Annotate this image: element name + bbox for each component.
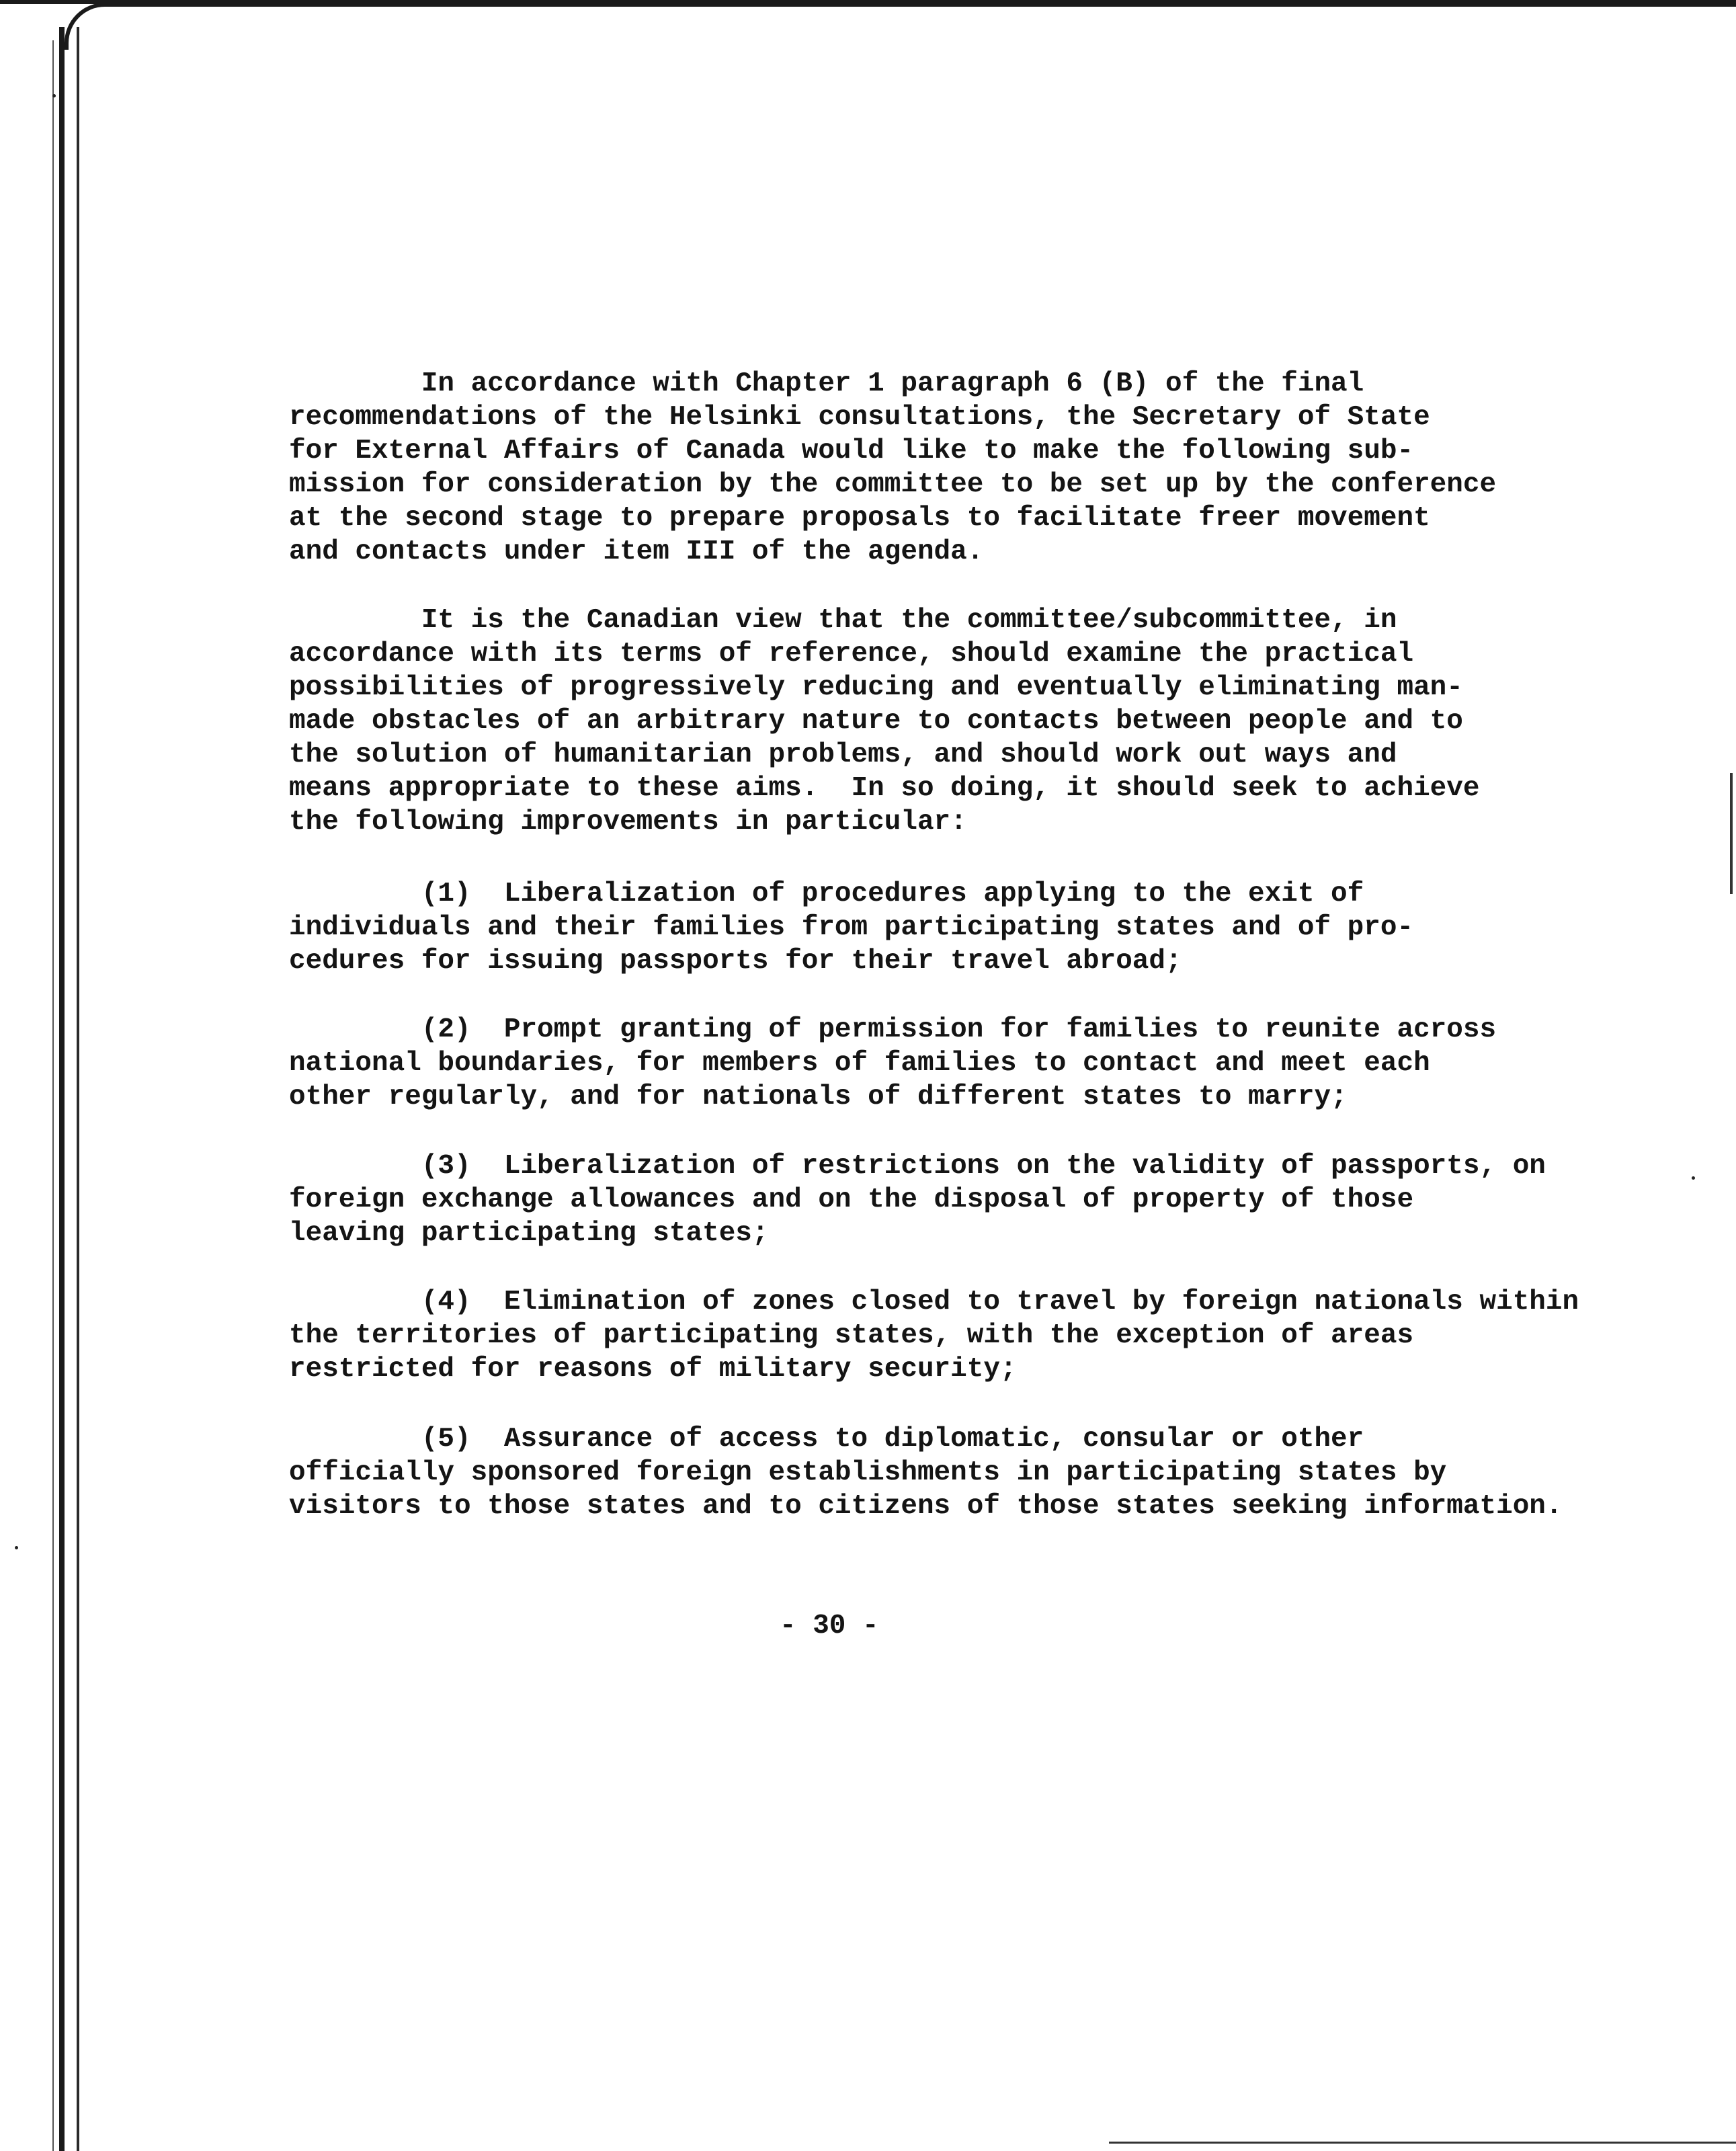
item-2-paragraph: (2) Prompt granting of permission for families to reunite across national boundaries, for members of families to contact and meet each other regularly, and for nationals of different states to marry; [289, 1014, 1497, 1112]
scan-right-edge-mark [1730, 773, 1733, 894]
item-5-paragraph: (5) Assurance of access to diplomatic, consular or other officially sponsored foreign establishments in participating states by visitors to those states and to citizens of those states seeking information. [289, 1424, 1563, 1522]
canadian-view-paragraph: It is the Canadian view that the committee/subcommittee, in accordance with its terms of reference, should examine the practical possibilities of progressively reducing and eventually eliminating man- made obstacles of an arbitrary nature to contacts between people and to the solution of humanitarian problems, and should work out ways and means appropriate to these aims. In so doing, it should seek to achieve the following improvements in particular: [289, 605, 1480, 838]
scan-binding-line [52, 40, 54, 2151]
scan-binding-edge [59, 27, 79, 2151]
item-3-paragraph: (3) Liberalization of restrictions on the validity of passports, on foreign exchange allowances and on the disposal of property of those leaving participating states; [289, 1151, 1546, 1249]
scan-speck [1692, 1176, 1695, 1180]
item-4-paragraph: (4) Elimination of zones closed to travel by foreign nationals within the territories of participating states, with the exception of areas restricted for reasons of military security; [289, 1287, 1579, 1385]
scan-page-border [65, 3, 1736, 50]
scan-bottom-edge [1109, 2142, 1736, 2144]
intro-paragraph: In accordance with Chapter 1 paragraph 6 (B) of the final recommendations of the Helsinki consultations, the Secretary of State for External Affairs of Canada would like to make the following sub- mission for consideration by the committee to be set up by the conference at the second stage to prepare proposals to facilitate freer movement and contacts under item III of the agenda. [289, 368, 1497, 567]
scan-speck [52, 94, 56, 97]
page-number: - 30 - [780, 1611, 879, 1641]
item-1-paragraph: (1) Liberalization of procedures applying to the exit of individuals and their families from participating states and of pro- cedures for issuing passports for their travel abroad; [289, 879, 1414, 977]
scan-speck [15, 1546, 18, 1549]
